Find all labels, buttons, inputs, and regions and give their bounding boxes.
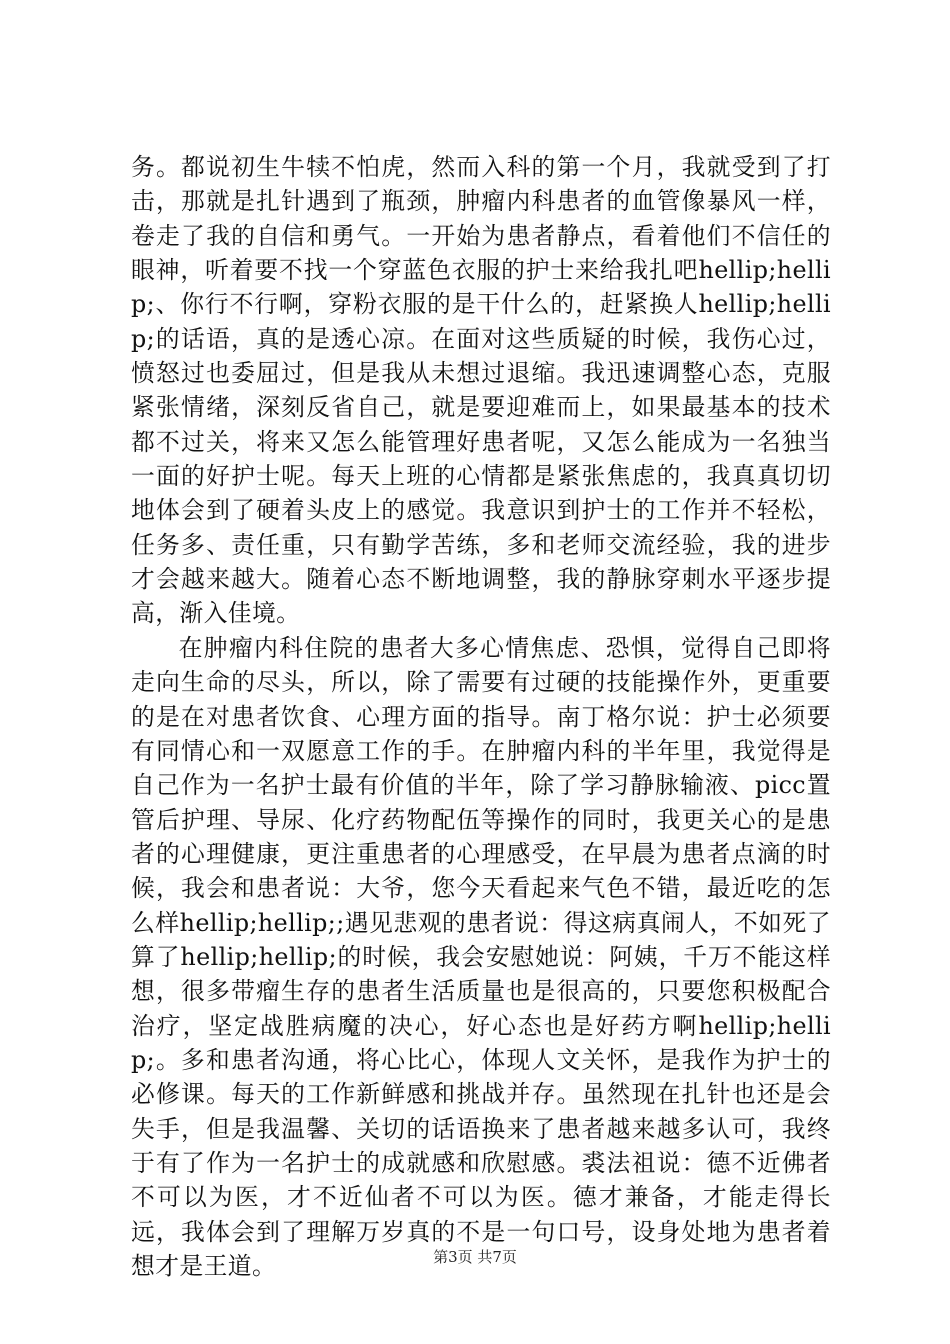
paragraph-2: 在肿瘤内科住院的患者大多心情焦虑、恐惧，觉得自己即将走向生命的尽头，所以，除了需要有过硬的技能操作外，更重要的是在对患者饮食、心理方面的指导。南丁格尔说：护士必须要有同情心和一双愿意工作的手。在肿瘤内科的半年里，我觉得是自己作为一名护士最有价值的半年，除了学习静脉输液、picc置管后护理、导尿、化疗药物配伍等操作的同时，我更关心的是患者的心理健康，更注重患者的心理感受，在早晨为患者点滴的时候，我会和患者说：大爷，您今天看起来气色不错，最近吃的怎么样hellip;hellip;;遇见悲观的患者说：得这病真闹人，不如死了算了hellip;hellip;的时候，我会安慰她说：阿姨，千万不能这样想，很多带瘤生存的患者生活质量也是很高的，只要您积极配合治疗，坚定战胜病魔的决心，好心态也是好药方啊hellip;hellip;。多和患者沟通，将心比心，体现人文关怀，是我作为护士的必修课。每天的工作新鲜感和挑战并存。虽然现在扎针也还是会失手，但是我温馨、关切的话语换来了患者越来越多认可，我终于有了作为一名护士的成就感和欣慰感。裘法祖说：德不近佛者不可以为医，才不近仙者不可以为医。德才兼备，才能走得长远，我体会到了理解万岁真的不是一句口号，设身处地为患者着想才是王道。 bbox=[131, 633, 831, 1280]
paragraph-1: 务。都说初生牛犊不怕虎，然而入科的第一个月，我就受到了打击，那就是扎针遇到了瓶颈，肿瘤内科患者的血管像暴风一样，卷走了我的自信和勇气。一开始为患者静点，看着他们不信任的眼神，听着要不找一个穿蓝色衣服的护士来给我扎吧hellip;hellip;、你行不行啊，穿粉衣服的是干什么的，赶紧换人hellip;hellip;的话语，真的是透心凉。在面对这些质疑的时候，我伤心过，愤怒过也委屈过，但是我从未想过退缩。我迅速调整心态，克服紧张情绪，深刻反省自己，就是要迎难而上，如果最基本的技术都不过关，将来又怎么能管理好患者呢，又怎么能成为一名独当一面的好护士呢。每天上班的心情都是紧张焦虑的，我真真切切地体会到了硬着头皮上的感觉。我意识到护士的工作并不轻松，任务多、责任重，只有勤学苦练，多和老师交流经验，我的进步才会越来越大。随着心态不断地调整，我的静脉穿刺水平逐步提高，渐入佳境。 bbox=[131, 153, 831, 628]
page-footer: 第3页 共7页 bbox=[433, 1248, 517, 1266]
body-text bbox=[131, 150, 831, 1283]
